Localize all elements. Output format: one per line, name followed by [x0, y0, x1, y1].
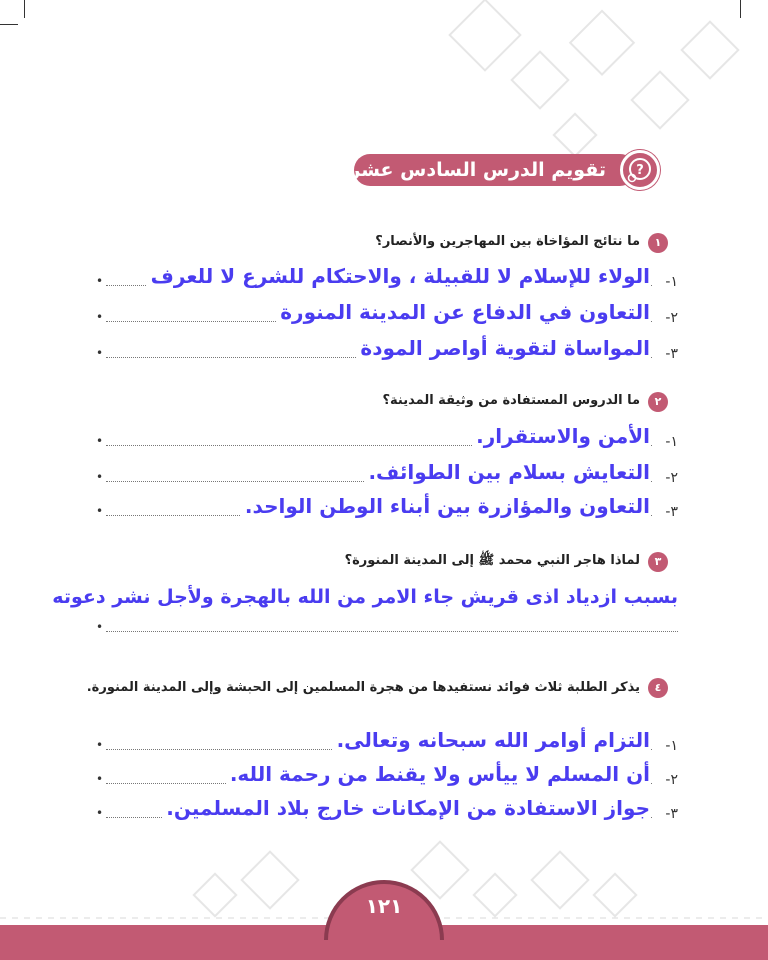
- answer-line: • ٢- أن المسلم لا ييأس ولا يقنط من رحمة الله.: [96, 762, 678, 788]
- header-pill: [349, 154, 636, 186]
- handwritten-answer: المواساة لتقوية أواصر المودة: [356, 336, 650, 360]
- question-text: ما الدروس المستفادة من وثيقة المدينة؟: [382, 393, 640, 408]
- handwritten-answer: التزام أوامر الله سبحانه وتعالى.: [333, 728, 650, 752]
- page-number: ١٢١: [365, 894, 403, 918]
- handwritten-answer: التعاون والمؤازرة بين أبناء الوطن الواحد.: [241, 494, 650, 518]
- handwritten-answer: التعاون في الدفاع عن المدينة المنورة: [276, 300, 650, 324]
- question-bubble-icon: [620, 150, 660, 190]
- crop-mark: [24, 0, 25, 18]
- handwritten-answer: أن المسلم لا ييأس ولا يقنط من رحمة الله.: [226, 762, 650, 786]
- answer-line: • ١- الأمن والاستقرار.: [96, 424, 678, 450]
- handwritten-answer: بسبب ازدياد اذى قريش جاء الامر من الله بالهجرة ولأجل نشر دعوته: [48, 586, 678, 608]
- handwritten-answer: جواز الاستفادة من الإمكانات خارج بلاد المسلمين.: [162, 796, 650, 820]
- lesson-header: [349, 150, 660, 190]
- answer-line: • ٢- التعاون في الدفاع عن المدينة المنورة: [96, 300, 678, 326]
- crop-mark: [740, 0, 741, 18]
- crop-mark: [0, 24, 18, 25]
- question-text: ما نتائج المؤاخاة بين المهاجرين والأنصار؟: [375, 234, 640, 249]
- answer-line: [52, 580, 678, 610]
- answer-line: • ٢- التعايش بسلام بين الطوائف.: [96, 460, 678, 486]
- answer-line: • ٣- التعاون والمؤازرة بين أبناء الوطن الواحد.: [96, 494, 678, 520]
- handwritten-answer: الولاء للإسلام لا للقبيلة ، والاحتكام للشرع لا للعرف: [147, 264, 650, 288]
- question-number-badge: ١: [648, 233, 668, 253]
- answer-line: •: [96, 610, 678, 636]
- question-number-badge: ٣: [648, 552, 668, 572]
- answer-line: • ١- الولاء للإسلام لا للقبيلة ، والاحتكام للشرع لا للعرف: [96, 264, 678, 290]
- handwritten-answer: الأمن والاستقرار.: [472, 424, 650, 448]
- answer-line: • ١- التزام أوامر الله سبحانه وتعالى.: [96, 728, 678, 754]
- answer-line: • ٣- جواز الاستفادة من الإمكانات خارج بلاد المسلمين.: [96, 796, 678, 822]
- handwritten-answer: التعايش بسلام بين الطوائف.: [364, 460, 650, 484]
- svg-text:?: ?: [636, 163, 644, 178]
- question-text: يذكر الطلبة ثلاث فوائد نستفيدها من هجرة المسلمين إلى الحبشة وإلى المدينة المنورة.: [86, 680, 640, 695]
- question-number-badge: ٤: [648, 678, 668, 698]
- lesson-title: تقويم الدرس السادس عشر: [349, 159, 606, 181]
- question-text: لماذا هاجر النبي محمد ﷺ إلى المدينة المنورة؟: [344, 553, 640, 568]
- answer-line: • ٣- المواساة لتقوية أواصر المودة: [96, 336, 678, 362]
- question-number-badge: ٢: [648, 392, 668, 412]
